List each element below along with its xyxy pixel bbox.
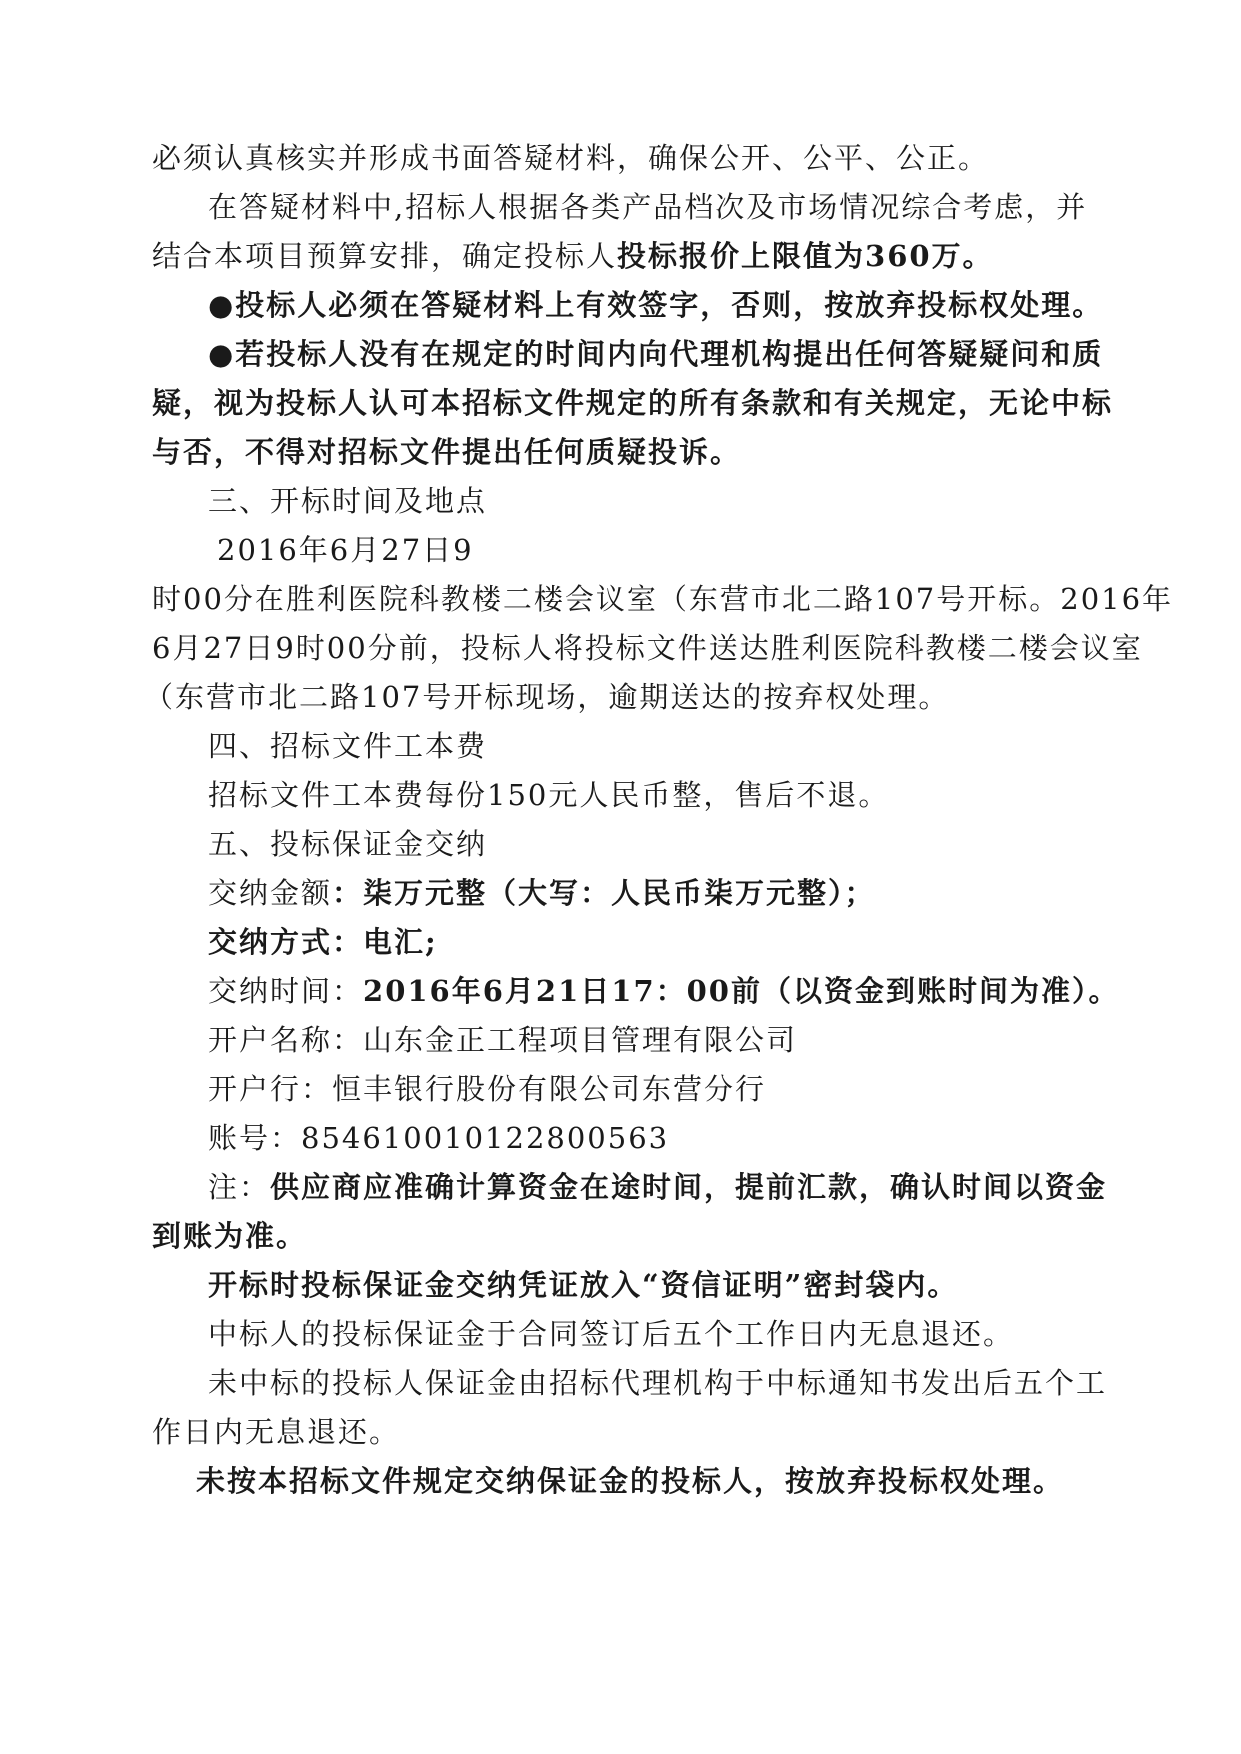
account-number: 账号：854610010122800563 — [208, 1121, 670, 1155]
paragraph-line: 2016年6月27日9 — [217, 533, 474, 567]
bullet-item-objection: ●若投标人没有在规定的时间内向代理机构提出任何答疑疑问和质 — [208, 337, 1104, 371]
paragraph-line: 时00分在胜利医院科教楼二楼会议室（东营市北二路107号开标。2016年 — [152, 582, 1174, 616]
paragraph-line: 结合本项目预算安排，确定投标人投标报价上限值为360万。 — [152, 239, 994, 273]
paragraph-line: 开标时投标保证金交纳凭证放入“资信证明”密封袋内。 — [208, 1268, 959, 1302]
deposit-amount: 交纳金额：柒万元整（大写：人民币柒万元整）； — [208, 876, 876, 910]
paragraph-line: 到账为准。 — [152, 1219, 308, 1253]
paragraph-line: 疑，视为投标人认可本招标文件规定的所有条款和有关规定，无论中标 — [152, 386, 1114, 420]
paragraph-line: 未中标的投标人保证金由招标代理机构于中标通知书发出后五个工 — [208, 1366, 1108, 1400]
paragraph-line: 未按本招标文件规定交纳保证金的投标人，按放弃投标权处理。 — [196, 1464, 1065, 1498]
account-bank: 开户行：恒丰银行股份有限公司东营分行 — [208, 1072, 767, 1106]
deposit-time: 交纳时间：2016年6月21日17：00前（以资金到账时间为准）。 — [208, 974, 1120, 1008]
paragraph-line: 必须认真核实并形成书面答疑材料，确保公开、公平、公正。 — [152, 141, 990, 175]
price-cap-text: 投标报价上限值为360万。 — [617, 239, 994, 273]
note-line: 注：供应商应准确计算资金在途时间，提前汇款，确认时间以资金 — [208, 1170, 1108, 1204]
paragraph-line: （东营市北二路107号开标现场，逾期送达的按弃权处理。 — [144, 680, 950, 714]
paragraph-line: 中标人的投标保证金于合同签订后五个工作日内无息退还。 — [208, 1317, 1015, 1351]
paragraph-line: 与否，不得对招标文件提出任何质疑投诉。 — [152, 435, 742, 469]
account-name: 开户名称：山东金正工程项目管理有限公司 — [208, 1023, 798, 1057]
section-heading-3: 三、开标时间及地点 — [208, 484, 488, 518]
paragraph-line: 作日内无息退还。 — [152, 1415, 401, 1449]
bullet-item-signature: ●投标人必须在答疑材料上有效签字，否则，按放弃投标权处理。 — [208, 288, 1104, 322]
paragraph-line: 招标文件工本费每份150元人民币整，售后不退。 — [208, 778, 890, 812]
section-heading-5: 五、投标保证金交纳 — [208, 827, 488, 861]
paragraph-line: 6月27日9时00分前，投标人将投标文件送达胜利医院科教楼二楼会议室 — [152, 631, 1143, 665]
paragraph-line: 在答疑材料中,招标人根据各类产品档次及市场情况综合考虑，并 — [208, 190, 1088, 224]
deposit-method: 交纳方式：电汇; — [208, 925, 438, 959]
section-heading-4: 四、招标文件工本费 — [208, 729, 488, 763]
